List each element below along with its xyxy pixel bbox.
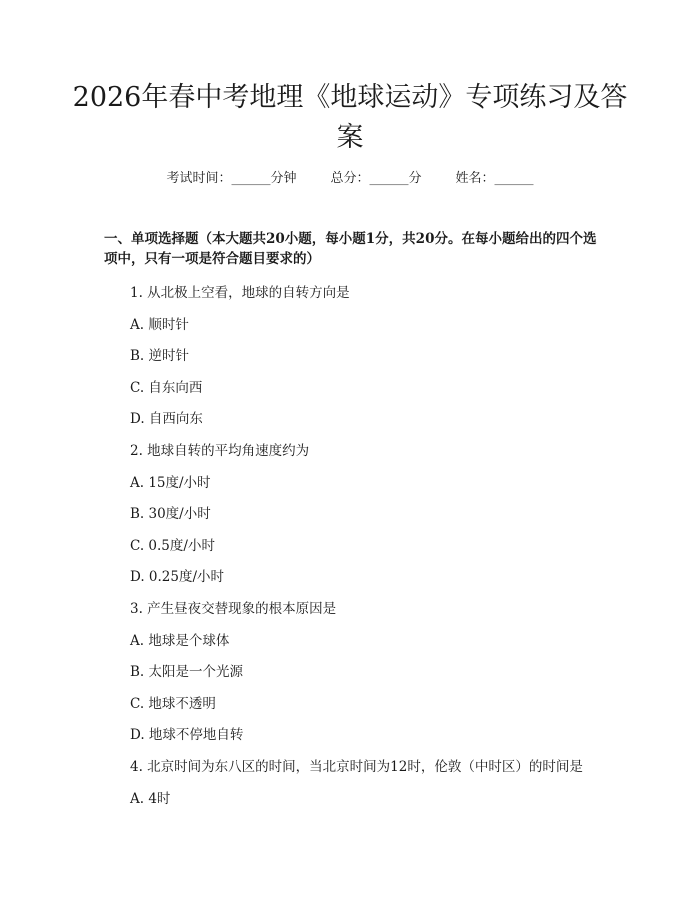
answer-option: B. 30度/小时 [130, 506, 211, 522]
answer-option: A. 顺时针 [130, 317, 189, 333]
section-heading: 一、单项选择题（本大题共20小题，每小题1分，共20分。在每小题给出的四个选项中，只有一项是符合题目要求的） [104, 231, 597, 267]
question-stem: 2. 地球自转的平均角速度约为 [130, 443, 310, 459]
answer-option: C. 地球不透明 [130, 696, 216, 712]
question-stem: 3. 产生昼夜交替现象的根本原因是 [130, 601, 337, 617]
answer-option: D. 自西向东 [130, 411, 203, 427]
answer-option: D. 地球不停地自转 [130, 727, 244, 743]
exam-info-bar [0, 170, 700, 188]
question-stem: 4. 北京时间为东八区的时间，当北京时间为12时，伦敦（中时区）的时间是 [130, 759, 583, 775]
answer-option: A. 4时 [130, 791, 171, 807]
answer-option: A. 地球是个球体 [130, 633, 230, 649]
exam-time-field: 考试时间：______分钟 [166, 171, 297, 186]
total-score-field: 总分：______分 [330, 171, 422, 186]
answer-option: C. 自东向西 [130, 380, 203, 396]
document-title: 2026年春中考地理《地球运动》专项练习及答案 [72, 82, 628, 153]
answer-option: C. 0.5度/小时 [130, 538, 215, 554]
answer-option: D. 0.25度/小时 [130, 569, 225, 585]
answer-option: A. 15度/小时 [130, 475, 211, 491]
answer-option: B. 太阳是一个光源 [130, 664, 244, 680]
answer-option: B. 逆时针 [130, 348, 190, 364]
question-stem: 1. 从北极上空看，地球的自转方向是 [130, 285, 350, 301]
student-name-field: 姓名：______ [455, 171, 534, 186]
